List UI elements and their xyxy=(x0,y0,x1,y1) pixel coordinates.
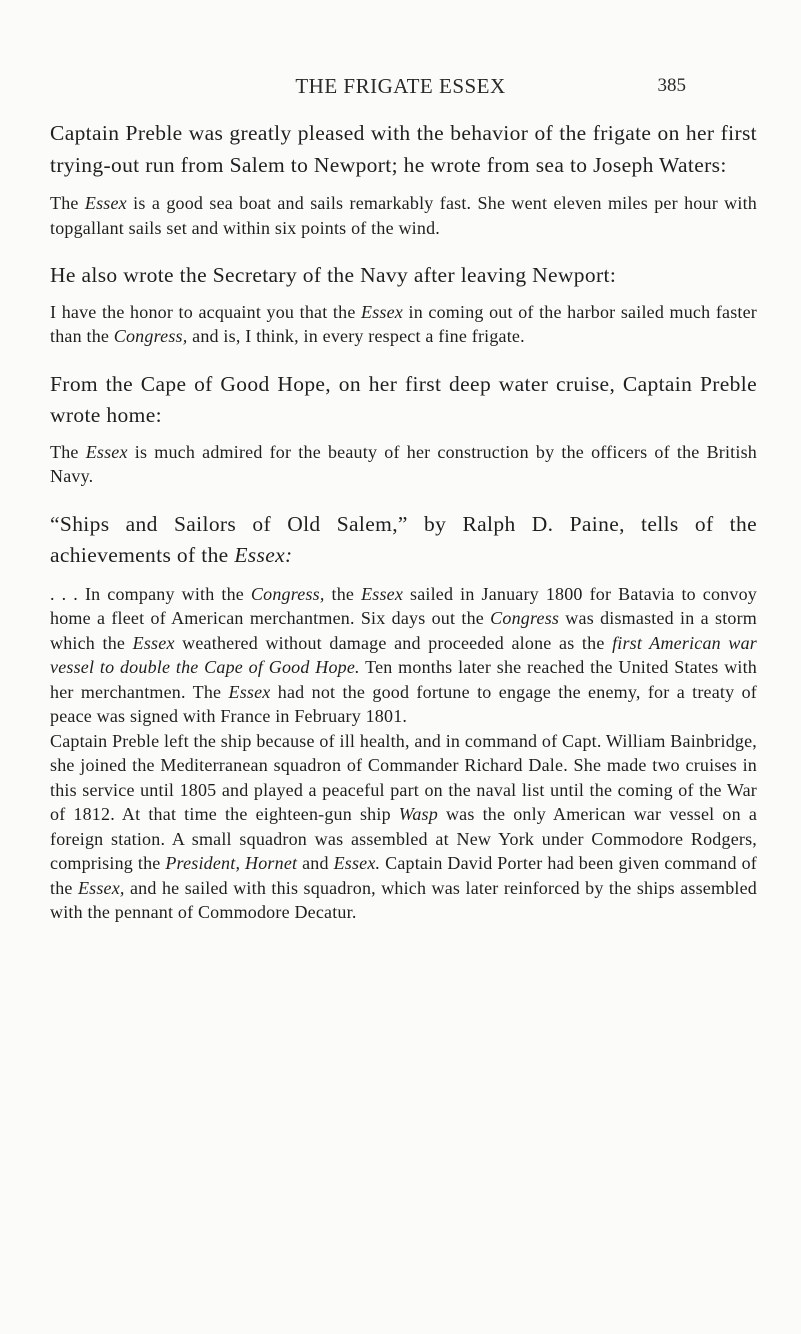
ship-name: Essex xyxy=(84,193,127,213)
ship-name: Essex xyxy=(85,441,128,462)
quote-letter-home: The Essex is much admired for the beauty of her construction by the officers of the British Navy. xyxy=(50,441,757,486)
quote-paine-excerpt: . . . In company with the Congress, the Essex sailed in January 1800 for Batavia to convoy home a fleet of American merchantmen. Six days out the Congress was dismasted in a storm which the Essex weathered without damage and proceeded alone as the first American war vessel to double the Cape of Good Hope. Ten months later she reached the United States with her merchantmen. The Essex had not the good fortune to engage the enemy, for a treaty of peace was signed with France in February 1801. xyxy=(50,583,758,726)
page-body xyxy=(50,118,757,925)
paragraph-paine-book: “Ships and Sailors of Old Salem,” by Ralph D. Paine, tells of the achievements of the Essex: xyxy=(50,511,757,567)
paragraph-secretary-navy: He also wrote the Secretary of the Navy after leaving Newport: xyxy=(50,263,617,287)
paragraph-preble-newport: Captain Preble was greatly pleased with the behavior of the frigate on her first trying-out run from Salem to Newport; he wrote from sea to Joseph Waters: xyxy=(50,121,757,177)
running-head xyxy=(0,74,801,104)
running-head-title: THE FRIGATE ESSEX xyxy=(295,74,506,98)
quote-paine-continued: Captain Preble left the ship because of ill health, and in command of Capt. William Bainbridge, she joined the Mediterranean squadron of Commander Richard Dale. She made two cruises in this service until 1805 and played a peaceful part on the naval list until the coming of the War of 1812. At that time the eighteen-gun ship Wasp was the only American war vessel on a foreign station. A small squadron was assembled at New York under Commodore Rodgers, comprising the President, Hornet and Essex. Captain David Porter had been given command of the Essex, and he sailed with this squadron, which was later reinforced by the ships assembled with the pennant of Commodore Decatur. xyxy=(50,730,758,922)
paragraph-cape-good-hope: From the Cape of Good Hope, on her first deep water cruise, Captain Preble wrote home: xyxy=(50,371,757,427)
ship-name: Congress, xyxy=(113,326,188,346)
ship-name: Essex xyxy=(361,301,403,322)
quote-letter-secretary: I have the honor to acquaint you that the Essex in coming out of the harbor sailed much faster than the Congress, and is, I think, in every respect a fine frigate. xyxy=(50,301,757,346)
page-number: 385 xyxy=(657,75,686,96)
ship-name: Essex: xyxy=(234,543,293,567)
quote-letter-waters: The Essex is a good sea boat and sails remarkably fast. She went eleven miles per hour with topgallant sails set and within six points of the wind. xyxy=(50,193,757,238)
